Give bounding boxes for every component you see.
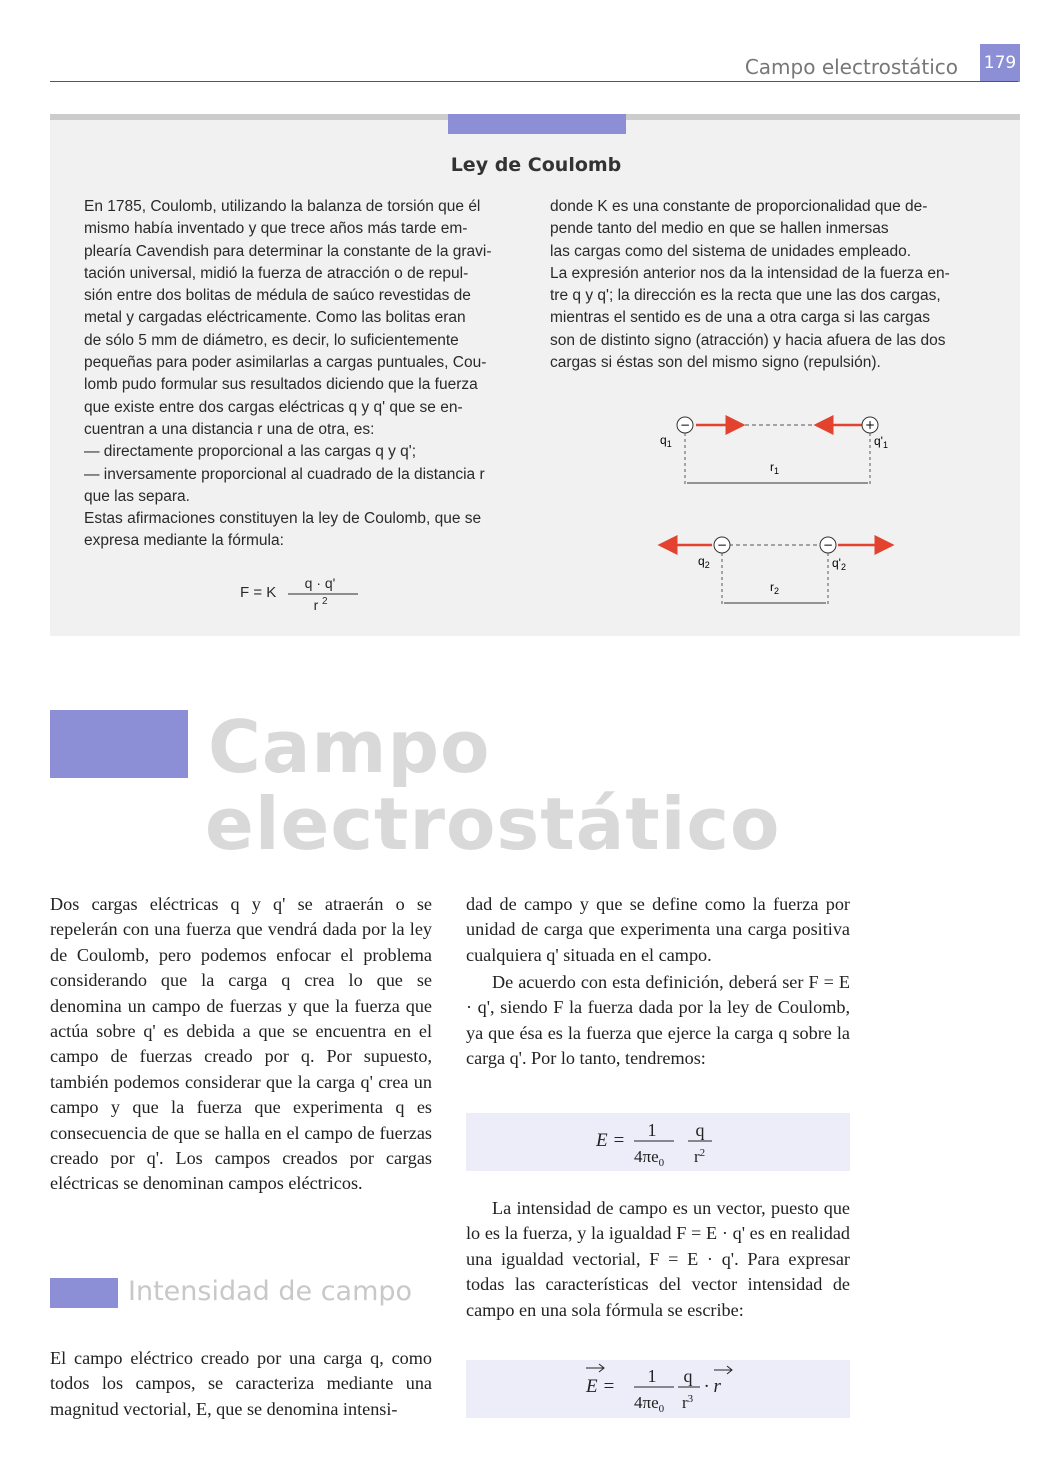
label-r1 <box>770 460 779 476</box>
body-right-para1: dad de campo y que se define como la fuerza por unidad de carga que experimenta una carga positiva cualquiera q' situada en el campo. <box>466 894 850 965</box>
formula-exponent: 2 <box>322 596 328 607</box>
q2-sub: 2 <box>704 560 710 570</box>
equation-1 <box>590 1114 730 1170</box>
coulomb-formula <box>236 572 366 618</box>
text-line: lomb pudo formular sus resultados diciendo que la fuerza <box>84 376 478 394</box>
coulomb-box-title: Ley de Coulomb <box>450 154 622 176</box>
eq2-tail: · r <box>704 1376 721 1397</box>
text-line: expresa mediante la fórmula: <box>84 532 284 550</box>
header-rule <box>50 81 1018 82</box>
text-line: sión entre dos bolitas de médula de saúco revestidas de <box>84 287 471 305</box>
subheading-intensidad: Intensidad de campo <box>128 1276 413 1307</box>
coulomb-box-accent <box>448 114 626 134</box>
q1-sub: 1 <box>666 439 672 449</box>
vector-arrow-r <box>714 1366 732 1374</box>
charge-q1-sign: − <box>679 418 691 432</box>
body-left-para2: El campo eléctrico creado por una carga q, como todos los campos, se caracteriza mediante una magnitud vectorial, E, que se denomina intensi- <box>50 1348 432 1419</box>
q2p-sub: 2 <box>840 562 846 572</box>
r1-sub: 1 <box>774 466 780 476</box>
text-line: cargas si éstas son del mismo signo (repulsión). <box>550 354 881 372</box>
charge-q2-sign: − <box>716 538 728 552</box>
label-q2p <box>832 556 846 572</box>
r2-sub: 2 <box>774 586 780 596</box>
formula-numerator: q · q' <box>304 575 336 591</box>
label-r2 <box>770 580 779 596</box>
eq1-den1 <box>634 1147 665 1169</box>
charge-q2p-sign: − <box>822 538 834 552</box>
text-line: tre q y q'; la dirección es la recta que une las dos cargas, <box>550 287 941 305</box>
text-line: tación universal, midió la fuerza de atracción o de repul- <box>84 264 469 282</box>
eq1-num1: 1 <box>647 1120 657 1140</box>
running-title: Campo electrostático <box>744 55 958 79</box>
q2p-letter: q' <box>832 556 841 570</box>
eq1-num2: q <box>695 1120 705 1140</box>
eq1-den1-main: 4πe <box>634 1147 659 1166</box>
eq2-den2 <box>682 1393 694 1412</box>
text-line: En 1785, Coulomb, utilizando la balanza de torsión que él <box>84 198 481 215</box>
text-line: donde K es una constante de proporcionalidad que de- <box>550 198 928 215</box>
formula-denominator: r <box>313 597 319 613</box>
text-line: La expresión anterior nos da la intensidad de la fuerza en- <box>550 264 950 282</box>
label-q1 <box>660 433 672 449</box>
coulomb-left-text <box>84 196 524 553</box>
text-line: Estas afirmaciones constituyen la ley de Coulomb, que se <box>84 510 482 528</box>
text-line: — directamente proporcional a las cargas q y q'; <box>84 443 417 461</box>
label-q1p <box>874 434 888 450</box>
label-q2 <box>698 554 710 570</box>
subheading-accent-block <box>50 1278 118 1308</box>
eq2-den2-main: r <box>682 1393 688 1412</box>
text-line: metal y cargadas eléctricamente. Como las bolitas eran <box>84 309 466 327</box>
charge-q1p-sign: + <box>864 418 876 432</box>
coulomb-right-text <box>550 196 982 374</box>
eq1-den1-sub: 0 <box>658 1157 665 1169</box>
r1-letter: r <box>770 460 774 474</box>
eq1-den2-main: r <box>694 1147 700 1166</box>
text-line: mismo había inventado y que trece años más tarde em- <box>84 220 468 238</box>
eq2-den1-sub: 0 <box>658 1403 665 1415</box>
q1p-letter: q' <box>874 434 883 448</box>
text-line: que existe entre dos cargas eléctricas q y q' que se en- <box>84 398 463 416</box>
eq2-num2: q <box>683 1366 693 1386</box>
eq2-den1-main: 4πe <box>634 1393 659 1412</box>
eq1-den2-exp: 2 <box>699 1147 706 1159</box>
body-right-para2: De acuerdo con esta definición, deberá ser F = E · q', siendo F la fuerza dada por la ley de Coulomb, ya que ésa es la fuerza que ejerce la carga q sobre la carga q'. Por lo tanto, tendremos: <box>466 972 850 1069</box>
q2-letter: q <box>698 554 705 568</box>
q1-letter: q <box>660 433 667 447</box>
eq2-num1: 1 <box>647 1366 657 1386</box>
eq2-den2-exp: 3 <box>687 1393 694 1405</box>
equation-2 <box>580 1358 750 1418</box>
vector-arrow-e <box>586 1364 604 1372</box>
formula-lhs: F = K <box>240 584 277 601</box>
section-title-line1: Campo <box>208 705 491 789</box>
text-line: cuentran a una distancia r una de otra, es: <box>84 420 375 438</box>
eq1-den2 <box>694 1147 705 1166</box>
charges-diagram <box>640 405 910 615</box>
text-line: las cargas como del sistema de unidades empleado. <box>550 242 912 260</box>
body-right-para3: La intensidad de campo es un vector, puesto que lo es la fuerza, y la igualdad F = E · q' es en realidad una igualdad vectorial, F = E · q'. Para expresar todas las características del vector intensidad de campo en una sola fórmula se escribe: <box>466 1198 850 1320</box>
page-number: 179 <box>980 44 1020 82</box>
q1p-sub: 1 <box>882 440 888 450</box>
text-line: plearía Cavendish para determinar la constante de la gravi- <box>84 242 492 260</box>
text-line: de sólo 5 mm de diámetro, es decir, lo suficientemente <box>84 331 459 349</box>
section-title-line2: electrostático <box>205 782 781 866</box>
eq2-den1 <box>634 1393 665 1415</box>
text-line: pende tanto del medio en que se hallen inmersas <box>550 220 889 238</box>
text-line: son de distinto signo (atracción) y hacia afuera de las dos <box>550 331 946 349</box>
text-line: mientras el sentido es de una a otra carga si las cargas <box>550 309 930 327</box>
eq1-lhs: E = <box>596 1130 626 1151</box>
text-line: que las separa. <box>84 487 190 505</box>
r2-letter: r <box>770 580 774 594</box>
text-line: pequeñas para poder asimilarlas a cargas puntuales, Cou- <box>84 354 487 372</box>
body-left-para1: Dos cargas eléctricas q y q' se atraerán o se repelerán con una fuerza que vendrá dada por la ley de Coulomb, pero podemos enfocar el problema considerando que la carga q crea lo que se denomina un campo de fuerzas y que la fuerza que actúa sobre q' es debida a que se encuentra en el campo de fuerzas creado por q. Por supuesto, también podemos considerar que la carga q' crea un campo y que la fuerza que experimenta q es consecuencia de que se halla en el campo de fuerzas creado por q'. Los campos creados por cargas eléctricas se denominan campos eléctricos. <box>50 894 432 1194</box>
eq2-lhs: E = <box>586 1376 616 1397</box>
text-line: — inversamente proporcional al cuadrado de la distancia r <box>84 465 485 483</box>
section-accent-block <box>50 710 188 778</box>
